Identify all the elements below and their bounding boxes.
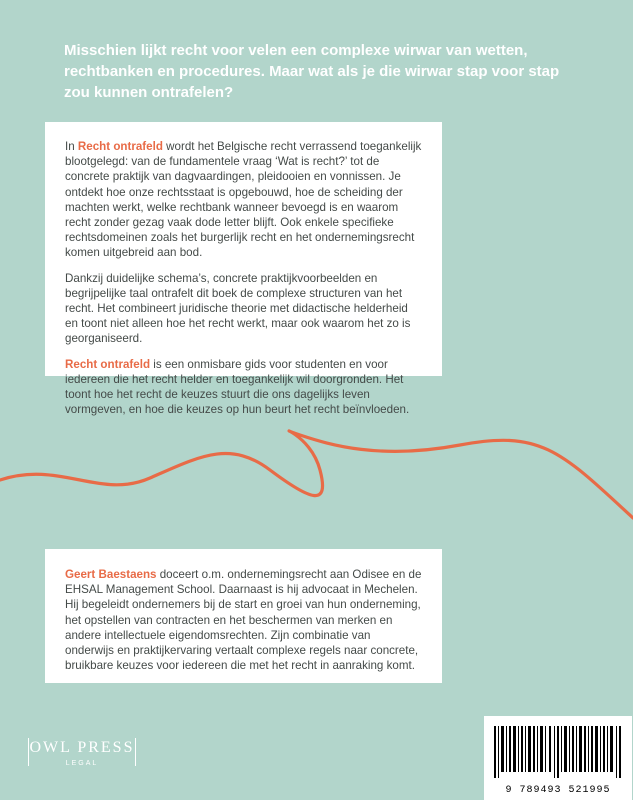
- isbn-digits: 9 789493 521995: [505, 785, 611, 796]
- author-bio: [65, 567, 422, 673]
- book-title-highlight: Recht ontrafeld: [77, 140, 163, 153]
- description-p1-prefix: In: [65, 140, 78, 153]
- publisher-rule-left: [28, 738, 29, 766]
- decorative-wave-line: [0, 400, 633, 530]
- description-p1-body: wordt het Belgische recht verrassend toegankelijk blootgelegd: van de fundamentele vraag ‘Wat is recht?’ tot de concrete praktijk van dagvaardingen, pleidooien en vonnissen. Je ontdekt hoe onze rechtsstaat is opgebouwd, hoe de scheiding der machten werkt, welke rechtbank wanneer bevoegd is en waarom recht zonder gezag vaak dode letter blijft. Ook enkele specifieke rechtsdomeinen zoals het burgerlijk recht en het ondernemingsrecht komen uitgebreid aan bod.: [65, 140, 422, 260]
- author-name: Geert Baestaens: [65, 568, 157, 581]
- author-bio-text: doceert o.m. ondernemingsrecht aan Odisee en de EHSAL Management School. Daarnaast is hij advocaat in Mechelen. Hij begeleidt ondernemers bij de start en groei van hun onderneming, het opstellen van contracten en het beschermen van merken en andere intellectuele eigendomsrechten. Zijn combinatie van onderwijs en praktijkervaring vertaalt complexe regels naar concrete, bruikbare keuzes voor iedereen die met het recht in aanraking komt.: [65, 568, 422, 673]
- publisher-rule-right: [135, 738, 136, 766]
- description-panel: [45, 122, 442, 417]
- publisher-imprint: LEGAL: [65, 760, 99, 767]
- barcode-box: [484, 716, 632, 800]
- wave-path: [0, 431, 633, 518]
- book-title-highlight-2: Recht ontrafeld: [65, 357, 151, 371]
- publisher-name: OWL PRESS: [29, 739, 135, 756]
- description-p3-body: is een onmisbare gids voor studenten en voor iedereen die het recht helder en toegankelijk wil doorgronden. Het toont hoe het recht de keuzes stuurt die ons dagelijks leven vormgeven, en hoe die keuzes op hun beurt het recht beïnvloeden.: [65, 357, 410, 417]
- description-paragraph-2: Dankzij duidelijke schema’s, concrete praktijkvoorbeelden en begrijpelijke taal ontrafelt dit boek de complexe structuren van het recht. Het combineert juridische theorie met didactische helderheid en toont niet alleen hoe het recht werkt, maar ook waarom het zo is georganiseerd.: [65, 271, 411, 346]
- barcode-icon: [492, 726, 624, 778]
- intro-text: Misschien lijkt recht voor velen een complexe wirwar van wetten, rechtbanken en procedures. Maar wat als je die wirwar stap voor stap zou kunnen ontrafelen?: [64, 42, 560, 101]
- author-panel: [45, 549, 442, 683]
- publisher-logo: [28, 734, 136, 774]
- description-paragraph-1: [65, 139, 422, 261]
